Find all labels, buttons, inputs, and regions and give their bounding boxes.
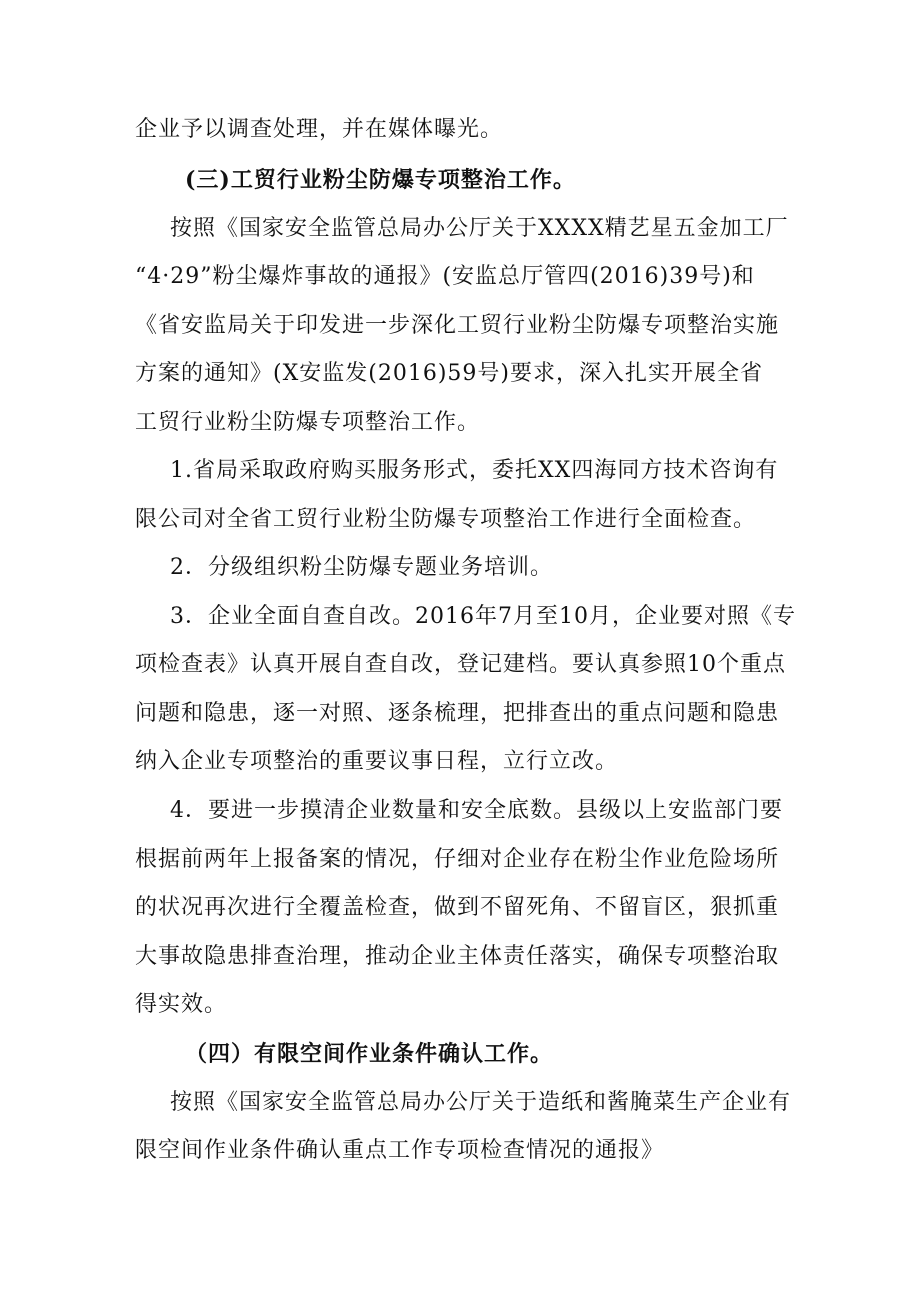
text-line: 得实效。 [135, 992, 228, 1017]
text-line: 4．要进一步摸清企业数量和安全底数。县级以上安监部门要 [170, 798, 783, 823]
text-line: 按照《国家安全监管总局办公厅关于造纸和酱腌菜生产企业有 [170, 1090, 792, 1115]
text-line: “4·29”粉尘爆炸事故的通报》(安监总厅管四(2016)39号)和 [135, 264, 755, 289]
text-line: 方案的通知》(X安监发(2016)59号)要求，深入扎实开展全省 [135, 361, 763, 386]
text-line: 纳入企业专项整治的重要议事日程，立行立改。 [135, 749, 619, 774]
text-line: 问题和隐患，逐一对照、逐条梳理，把排查出的重点问题和隐患 [135, 701, 780, 726]
text-line: 2．分级组织粉尘防爆专题业务培训。 [170, 555, 553, 580]
section-heading: (三)工贸行业粉尘防爆专项整治工作。 [185, 167, 576, 193]
text-line: 根据前两年上报备案的情况，仔细对企业存在粉尘作业危险场所 [135, 847, 780, 872]
text-line: 限公司对全省工贸行业粉尘防爆专项整治工作进行全面检查。 [135, 507, 757, 532]
text-line: 工贸行业粉尘防爆专项整治工作。 [135, 410, 481, 435]
text-line: 限空间作业条件确认重点工作专项检查情况的通报》 [135, 1138, 665, 1163]
text-line: 项检查表》认真开展自查自改，登记建档。要认真参照10个重点 [135, 652, 786, 677]
text-line: 大事故隐患排查治理，推动企业主体责任落实，确保专项整治取 [135, 944, 780, 969]
text-line: 企业予以调查处理，并在媒体曝光。 [135, 117, 504, 142]
text-line: 1.省局采取政府购买服务形式，委托XX四海同方技术咨询有 [170, 458, 779, 483]
text-line: 《省安监局关于印发进一步深化工贸行业粉尘防爆专项整治实施 [135, 313, 780, 338]
text-line: 的状况再次进行全覆盖检查，做到不留死角、不留盲区，狠抓重 [135, 895, 780, 920]
text-line: 3．企业全面自查自改。2016年7月至10月，企业要对照《专 [170, 604, 796, 629]
text-line: 按照《国家安全监管总局办公厅关于XXXX精艺星五金加工厂 [170, 216, 789, 241]
section-heading: （四）有限空间作业条件确认工作。 [185, 1041, 554, 1067]
